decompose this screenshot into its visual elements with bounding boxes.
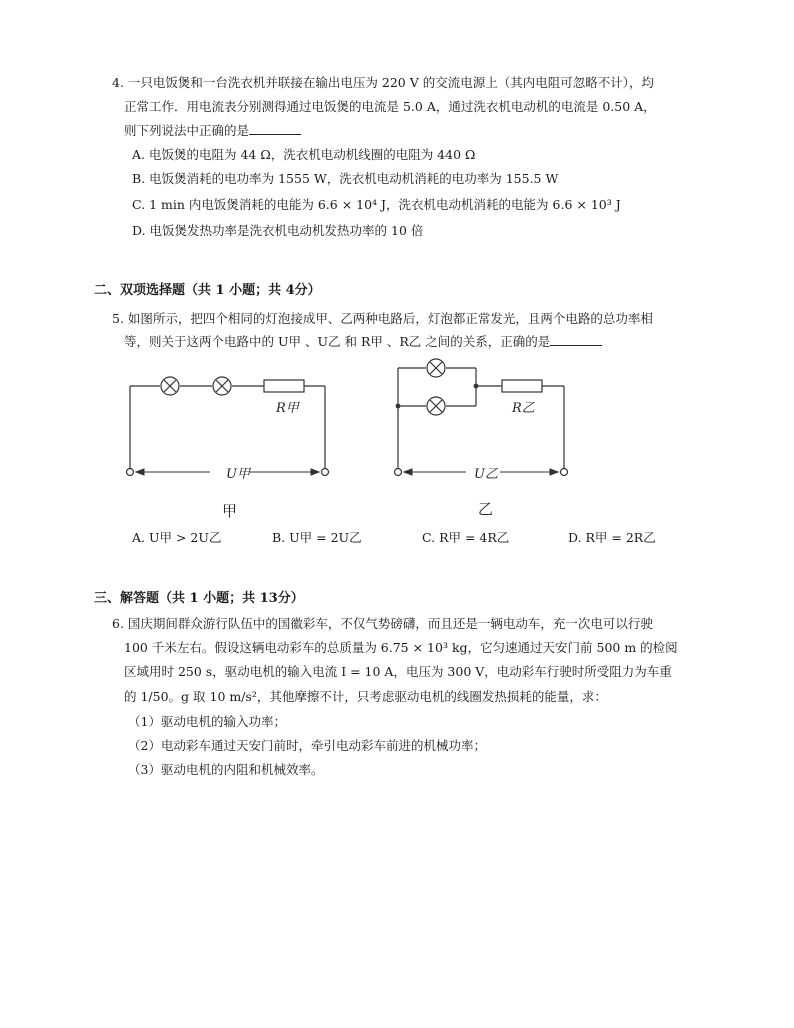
q5-option-b: B. U甲 = 2U乙	[272, 530, 362, 545]
q6-sub-2: （2）电动彩车通过天安门前时，牵引电动彩车前进的机械功率；	[128, 738, 486, 753]
section-3-title: 三、解答题（共 1 小题；共 13分）	[94, 591, 304, 606]
q4-option-a: A. 电饭煲的电阻为 44 Ω，洗衣机电动机线圈的电阻为 440 Ω	[132, 147, 476, 162]
resistor-icon	[502, 380, 542, 392]
q6-line-1: 6. 国庆期间群众游行队伍中的国徽彩车，不仅气势磅礴，而且还是一辆电动车，充一次电可以行驶	[112, 616, 653, 631]
q4-option-b: B. 电饭煲消耗的电功率为 1555 W，洗衣机电动机消耗的电功率为 155.5 W	[132, 171, 559, 186]
bulb-icon	[161, 377, 179, 395]
q4-option-c: C. 1 min 内电饭煲消耗的电能为 6.6 × 10⁴ J，洗衣机电动机消耗的电能为 6.6 × 10³ J	[132, 197, 621, 212]
q6-sub-1: （1）驱动电机的输入功率；	[128, 714, 286, 729]
circuit-caption: 乙	[478, 500, 494, 518]
circuit-jia-diagram	[120, 366, 340, 526]
voltage-label: U乙	[474, 467, 498, 482]
q5-option-a: A. U甲 > 2U乙	[132, 530, 222, 545]
q4-line-1: 4. 一只电饭煲和一台洗衣机并联接在输出电压为 220 V 的交流电源上（其内电阻可忽略不计），均	[112, 75, 654, 90]
resistor-icon	[264, 380, 304, 392]
q6-line-3: 区域用时 250 s，驱动电机的输入电流 I = 10 A，电压为 300 V，电动彩车行驶时所受阻力为车重	[124, 664, 672, 679]
q4-line-3	[124, 120, 301, 142]
resistor-label: R甲	[276, 401, 299, 416]
terminal-icon	[127, 469, 134, 476]
resistor-label: R乙	[512, 401, 535, 416]
circuit-caption: 甲	[222, 502, 238, 520]
section-2-title: 二、双项选择题（共 1 小题；共 4分）	[94, 283, 321, 298]
q5-answer-blank[interactable]	[550, 333, 602, 346]
bulb-icon	[427, 397, 445, 415]
q5-line-2-text: 等，则关于这两个电路中的 U甲 、U乙 和 R甲 、R乙 之间的关系，正确的是	[124, 334, 551, 349]
q4-option-d: D. 电饭煲发热功率是洗衣机电动机发热功率的 10 倍	[132, 223, 424, 238]
terminal-icon	[561, 469, 568, 476]
q6-line-2: 100 千米左右。假设这辆电动彩车的总质量为 6.75 × 10³ kg，它匀速通过天安门前 500 m 的检阅	[124, 640, 678, 655]
voltage-label: U甲	[226, 467, 250, 482]
bulb-icon	[213, 377, 231, 395]
terminal-icon	[322, 469, 329, 476]
q6-sub-3: （3）驱动电机的内阻和机械效率。	[128, 762, 324, 777]
bulb-icon	[427, 359, 445, 377]
q5-option-d: D. R甲 = 2R乙	[568, 530, 656, 545]
terminal-icon	[395, 469, 402, 476]
q5-line-1: 5. 如图所示，把四个相同的灯泡接成甲、乙两种电路后，灯泡都正常发光，且两个电路的总功率相	[112, 311, 653, 326]
q6-line-4: 的 1/50。g 取 10 m/s²，其他摩擦不计，只考虑驱动电机的线圈发热损耗的能量，求：	[124, 689, 607, 704]
q4-line-3-text: 则下列说法中正确的是	[124, 123, 250, 138]
q5-option-c: C. R甲 = 4R乙	[422, 530, 510, 545]
circuit-yi-diagram	[388, 352, 588, 526]
q5-line-2	[124, 331, 602, 353]
q4-line-2: 正常工作．用电流表分别测得通过电饭煲的电流是 5.0 A，通过洗衣机电动机的电流是 0.50 A，	[124, 99, 656, 114]
q4-answer-blank[interactable]	[249, 122, 301, 135]
